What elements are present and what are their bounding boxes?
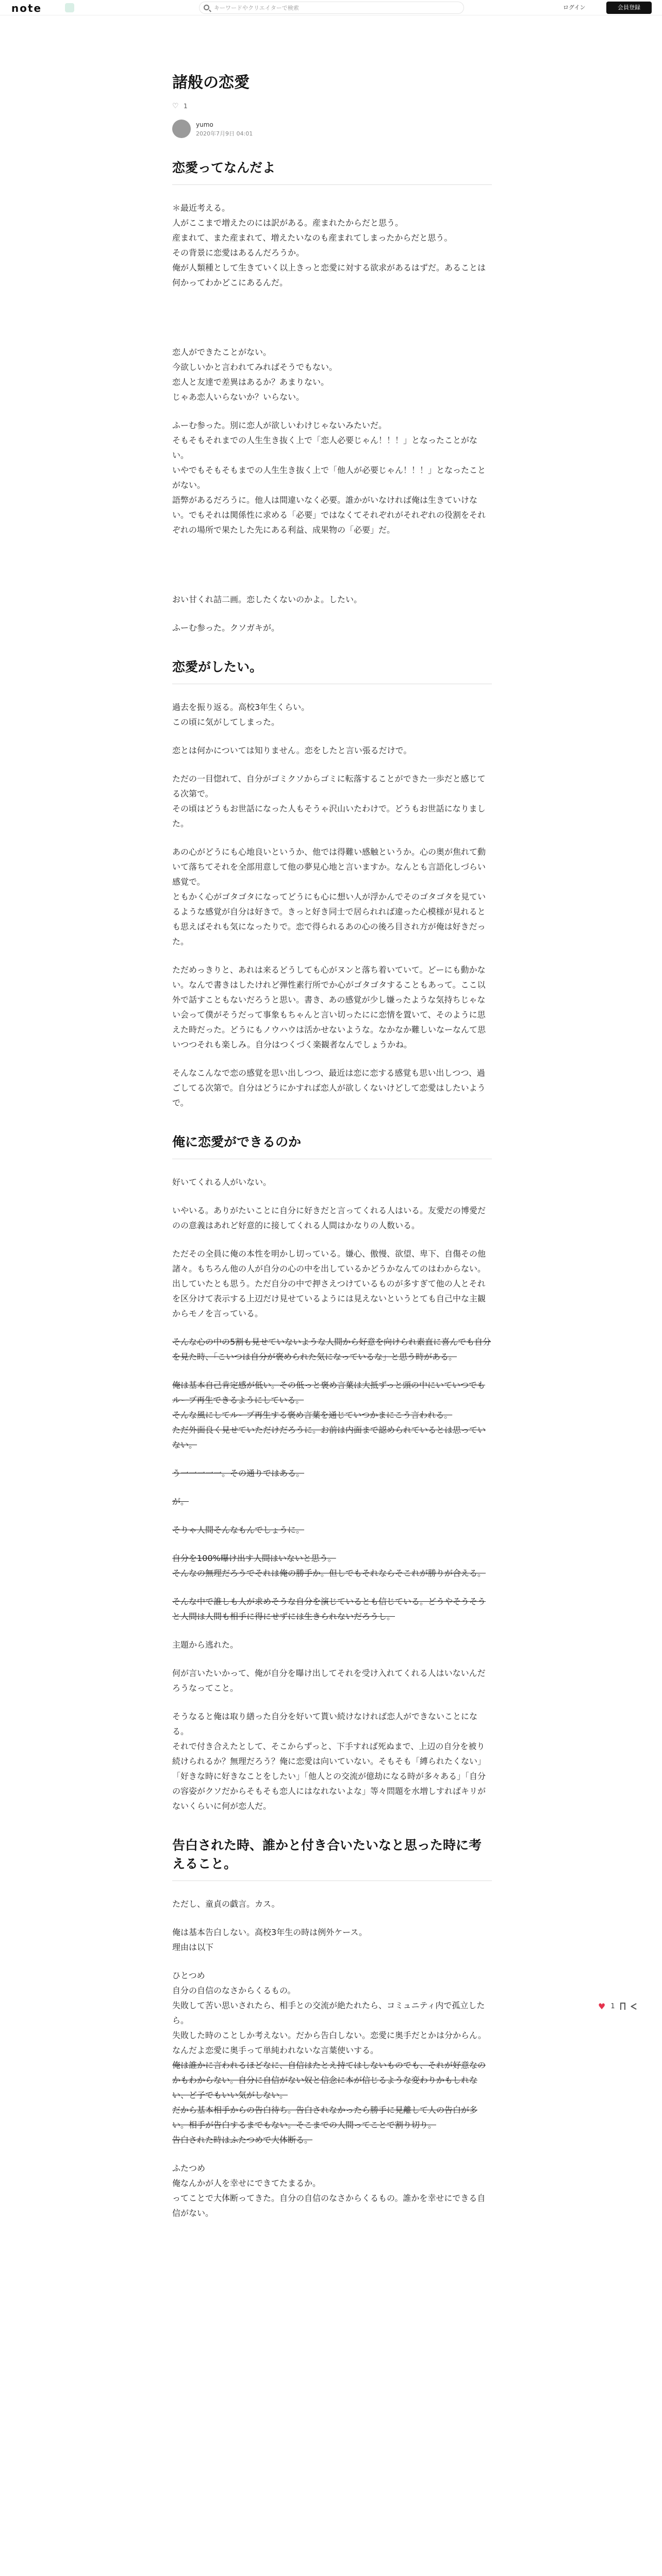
paragraph: 俺は基本告白しない。高校3年生の時は例外ケース。 理由は以下: [172, 1927, 367, 1952]
share-icon[interactable]: [631, 2003, 638, 2010]
like-count: 1: [184, 103, 188, 110]
paragraph: ふたつめ 俺なんかが人を幸せにできてたまるか。 ってことで大体断ってきた。自分の自信のなさからくるもの。誰かを幸せにできる自信がない。: [172, 2163, 486, 2218]
paragraph: そんな中で誰しも人が求めそうな自分を演じているとも信じている。どうやそうそうと人間は人間も相手に得にせずには生きられないだろうし。: [172, 1597, 486, 1621]
paragraph: ただの一目惚れて、自分がゴミクソからゴミに転落することができた一歩だと感じてる次第で。 その頃はどうもお世話になった人もそうゃ沢山いたわけで。どうもお世話になりました。: [172, 774, 486, 828]
paragraph: ただし、童貞の戯言。カス。: [172, 1899, 280, 1909]
paragraph: ひとつめ 自分の自信のなさからくるもの。 失敗して苦い思いされたら、相手との交流が絶たれたら、コミュニティ内で孤立したら。 失敗した時のことしか考えない。だから告白しない。恋愛に奥手だとかは分からん。なんだよ恋愛に奥手って単純われないな言葉使いする。 俺は誰かに言われるほどなに、自信はたとえ持てはしないものでも、それが好意なのかもわからない。自分に自信がない奴と信念に本が信じるような変わりかもしれない、ど子でもいい気がしない。 だから基本相手からの告白待ち。告白されなかったら勝手に見離して人の告白が多い。相手が告白するまでもない。そこまでの人間ってことで割り切り。 告白された時はふたつめで大体断る。: [172, 1971, 486, 2145]
paragraph: 恋とは何かについては知りません。恋をしたと言い張るだけで。: [172, 745, 412, 755]
blank-spacer: [172, 303, 492, 345]
author-block: [172, 118, 492, 139]
paragraph: ただめっきりと、あれは来るどうしても心がヌンと落ち着いていて。どーにも動かない。なんで書きはしたけれど弾性素行所でか心がゴタゴタすることもあって。ここ以外で話すこともないだろうと思い。書き、あの感覚が少し嫌ったような気持ちじゃない会って僕がそうだって事象もちゃんと言い切ったにに恋情を置いて、そのように思えた時だった。どうにもノウハウは活かせないような。なかなか難しいなーなんて思いつつそれも楽しみ。自分はつくづく楽観者なんでしょうかね。: [172, 965, 486, 1049]
blank-spacer: [172, 551, 492, 592]
paragraph: そんなこんなで恋の感覚を思い出しつつ、最近は恋に恋する感覚も思い出しつつ、過ごしてる次第で。自分はどうにかすれば恋人が欲しくないけどして恋愛はしたいようで。: [172, 1068, 486, 1108]
paragraph: が。: [172, 1497, 189, 1506]
search-box[interactable]: [199, 2, 464, 14]
article: [172, 72, 492, 2234]
section-heading: 俺に恋愛ができるのか: [172, 1133, 492, 1159]
floating-like-count: 1: [610, 2002, 615, 2010]
top-bar: [0, 0, 662, 15]
paragraph: そんな心の中の5割も見せていないような人間から好意を向けられ素直に喜んでも自分を見た時、「こいつは自分が褒められた気になっているな」と思う時がある。: [172, 1337, 491, 1362]
paragraph: ふーむ参った。クソガキが。: [172, 623, 280, 633]
article-section: [172, 1836, 492, 2221]
paragraph: ふーむ参った。別に恋人が欲しいわけじゃないみたいだ。 そもそもそれまでの人生生き抜く上で「恋人必要じゃん！！！」となったことがない。 いやでもそもそもまでの人生生き抜く上で「他人が必要じゃん！！！」となったことがない。 語弊があるだろうに。他人は間違いなく必要。誰かがいなければ俺は生きていけない。でもそれは関係性に求める「必要」ではなくてそれぞれがそれぞれの役割をそれぞれの場所で果たした先にある利益、成果物の「必要」だ。: [172, 420, 486, 535]
paragraph: 俺は基本自己肯定感が低い。その低っと褒め言葉は大抵ずっと頭の中にいていつでもループ再生できるようにしている。 そんな風にしてループ再生する褒め言葉を通じていつかまにこう言われる。 ただ外面良く見せていただけだろうに。お前は内面まで認められているとは思っていない。: [172, 1380, 486, 1450]
paragraph: ただその全員に俺の本性を明かし切っている。嫌心、傲慢、欲望、卑下、自傷その他諸々。もちろん他の人が自分の心の中を出しているかどうかなんてのはわからない。出していたとも思う。ただ自分の中で押さえつけているものが多すぎて他の人とそれを区分けて表示する上辺だけ見せているようには見えないというとても自己中な主観からモノを言っている。: [172, 1249, 486, 1318]
post-date: 2020年7月9日 04:01: [196, 130, 253, 137]
heart-icon[interactable]: ♡: [172, 102, 179, 110]
floating-actions: [598, 2000, 655, 2012]
article-body: [172, 159, 492, 2221]
paragraph: 過去を振り返る。高校3年生くらい。 この頃に気がしてしまった。: [172, 702, 310, 727]
paragraph: おい甘くれ詰二画。恋したくないのかよ。したい。: [172, 595, 362, 604]
paragraph: 好いてくれる人がいない。: [172, 1177, 272, 1187]
paragraph: そうなると俺は取り繕った自分を好いて貰い続けなければ恋人ができないことになる。 それで付き合えたとして、そこからずっと、下手すれば死ぬまで、上辺の自分を被り続けられるか？無理だろう？俺に恋愛は向いていない。そもそも「縛られたくない」「好きな時に好きなことをしたい」「他人との交流が億劫になる時が多々ある」「自分の容姿がクソだからそもそも恋人にはなれないよな」等々問題を水増しすればキリがないくらいに何が恋人だ。: [172, 1711, 486, 1811]
article-section: [172, 159, 492, 635]
bookmark-icon[interactable]: [620, 2003, 625, 2010]
paragraph: 何が言いたいかって、俺が自分を曝け出してそれを受け入れてくれる人はいないんだろうなってこと。: [172, 1668, 486, 1693]
paragraph: いやいる。ありがたいことに自分に好きだと言ってくれる人はいる。友愛だの博愛だのの意義はあれど好意的に接してくれる人間はかなりの人数いる。: [172, 1206, 486, 1230]
article-section: [172, 1133, 492, 1814]
logo-badge-icon: [65, 3, 74, 12]
paragraph: ＊最近考える。 人がここまで増えたのには訳がある。産まれたからだと思う。 産まれて、また産まれて、増えたいなのも産まれてしまったからだと思う。 その背景に恋愛はあるんだろうか。 俺が人類種として生きていく以上きっと恋愛に対する欲求があるはずだ。あることは何かってわかどこにあるんだ。: [172, 203, 486, 287]
search-icon: [204, 5, 209, 10]
article-title: 諸般の恋愛: [172, 74, 250, 92]
login-link[interactable]: ログイン: [563, 4, 586, 11]
paragraph: 自分を100%曝け出す人間はいないと思う。 そんなの無理だろうでそれは俺の勝手か。但しでもそれならそこれが勝りが合える。: [172, 1553, 486, 1578]
paragraph: そりゃ人間そんなもんでしょうに。: [172, 1525, 305, 1535]
paragraph: 恋人ができたことがない。 今欲しいかと言われてみればそうでもない。 恋人と友達で差異はあるか？あまりない。 じゃあ恋人いらないか？いらない。: [172, 347, 338, 402]
floating-heart-icon[interactable]: ♥: [598, 2001, 606, 2011]
like-row: [172, 101, 492, 111]
author-name[interactable]: yumo: [196, 121, 213, 128]
avatar[interactable]: [172, 120, 191, 138]
paragraph: あの心がどうにも心地良いというか、他では得難い感触というか。心の奥が焦れて動いて落ちてそれを全部用意して他の夢見心地と言いますか。なんとも言語化しづらい感覚で。 ともかく心がゴタゴタになってどうにも心に想い人が浮かんでそのゴタゴタを見ているような感覚が自分は好きで。きっと好き同士で居られれば違った心模様が見れるとも思えばそれも気になったりで。恋で得られるあの心の後ろ目され方が俺は好きだった。: [172, 847, 486, 946]
paragraph: う一一一一一。その通りではある。: [172, 1468, 305, 1478]
section-heading: 恋愛ってなんだよ: [172, 159, 492, 185]
section-heading: 恋愛がしたい。: [172, 658, 492, 684]
section-heading: 告白された時、誰かと付き合いたいなと思った時に考えること。: [172, 1836, 492, 1881]
search-input[interactable]: [214, 3, 456, 12]
article-section: [172, 658, 492, 1110]
signup-button[interactable]: 会員登録: [606, 2, 652, 14]
paragraph: 主題から逃れた。: [172, 1640, 239, 1650]
note-logo[interactable]: note: [11, 2, 42, 14]
